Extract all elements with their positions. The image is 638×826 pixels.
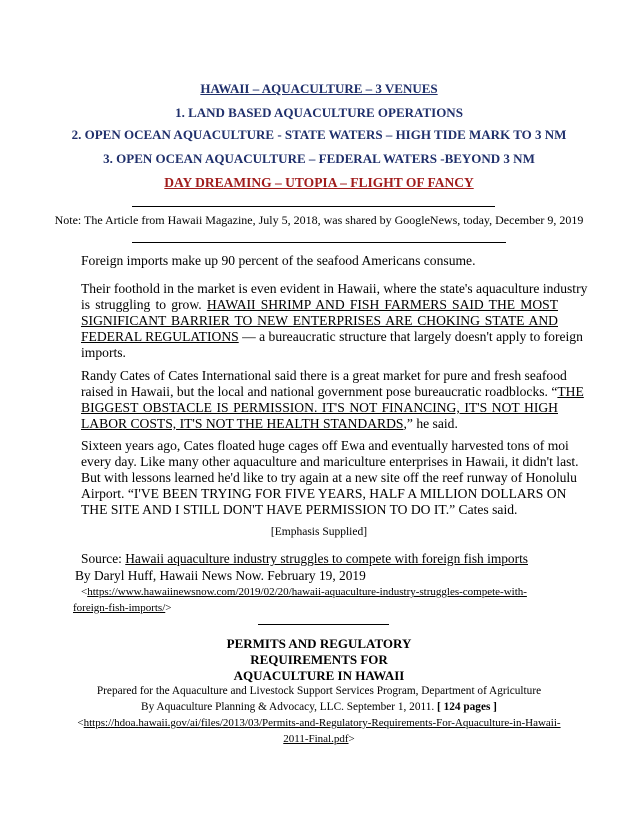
emphasis-note: [Emphasis Supplied] xyxy=(270,526,368,538)
permits-title-line-2: REQUIREMENTS FOR xyxy=(250,652,388,667)
paragraph-foothold-text: — a bureaucratic structure that largely doesn't apply to foreign xyxy=(238,328,583,344)
permits-prepared-for: Prepared for the Aquaculture and Livestock Support Services Program, Department of Agriculture xyxy=(96,685,542,697)
emphasis-underlined: HAWAII SHRIMP AND FISH FARMERS SAID THE MOST xyxy=(206,296,558,312)
source-note: Note: The Article from Hawaii Magazine, July 5, 2018, was shared by GoogleNews, today, December 9, 2019 xyxy=(54,213,584,227)
emphasis-underlined: SIGNIFICANT BARRIER TO NEW ENTERPRISES ARE CHOKING STATE AND xyxy=(81,312,558,328)
permits-url-link[interactable]: https://hdoa.hawaii.gov/ai/files/2013/03/Permits-and-Regulatory-Requirements-For-Aquaculture-in-Hawaii- xyxy=(83,717,561,729)
paragraph-cates xyxy=(81,368,584,432)
permits-page-count: [ 124 pages ] xyxy=(437,701,497,713)
source-byline: By Daryl Huff, Hawaii News Now. February 19, 2019 xyxy=(75,568,366,583)
permits-author: By Aquaculture Planning & Advocacy, LLC. September 1, 2011. xyxy=(141,701,438,713)
emphasis-underlined: BIGGEST OBSTACLE IS PERMISSION. IT'S NOT FINANCING, IT'S NOT HIGH xyxy=(81,399,558,415)
paragraph-imports xyxy=(81,253,558,269)
emphasis-underlined: THE xyxy=(557,383,584,399)
paragraph-cates-text: raised in Hawaii, but the local and national government pose bureaucratic roadblocks. “ xyxy=(81,383,558,399)
paragraph-history-line: Airport. “I'VE BEEN TRYING FOR FIVE YEARS, HALF A MILLION DOLLARS ON xyxy=(81,485,567,501)
url-bracket: < xyxy=(81,586,88,598)
note-divider xyxy=(132,242,506,243)
paragraph-foothold-line xyxy=(81,328,583,345)
venue-1-heading: 1. LAND BASED AQUACULTURE OPERATIONS xyxy=(175,105,463,120)
emphasis-underlined: LABOR COSTS, IT'S NOT THE HEALTH STANDARDS xyxy=(81,415,404,431)
paragraph-cates-line xyxy=(81,383,584,400)
permits-title-line-1: PERMITS AND REGULATORY xyxy=(226,636,412,651)
venue-2-heading: 2. OPEN OCEAN AQUACULTURE - STATE WATERS – HIGH TIDE MARK TO 3 NM xyxy=(71,127,567,142)
paragraph-history-line: THE SITE AND I STILL DON'T HAVE PERMISSION TO DO IT.” Cates said. xyxy=(81,501,518,517)
url-bracket: > xyxy=(165,602,172,614)
paragraph-cates-line: Randy Cates of Cates International said there is a great market for pure and fresh seafood xyxy=(81,368,567,383)
tagline-heading: DAY DREAMING – UTOPIA – FLIGHT OF FANCY xyxy=(164,175,474,190)
paragraph-foothold-text: is struggling to grow. xyxy=(81,296,207,312)
permits-title-line-3: AQUACULTURE IN HAWAII xyxy=(233,668,405,683)
source-url-link[interactable]: https://www.hawaiinewsnow.com/2019/02/20/hawaii-aquaculture-industry-struggles-compete-with- xyxy=(87,586,527,598)
paragraph-foothold-line: imports. xyxy=(81,344,126,360)
permits-prepared-by xyxy=(0,701,638,713)
venue-3-heading: 3. OPEN OCEAN AQUACULTURE – FEDERAL WATERS -BEYOND 3 NM xyxy=(103,151,535,166)
paragraph-history-line: But with lessons learned he'd like to try again at a new site off the reef runway of Honolulu xyxy=(81,469,577,485)
source-line xyxy=(81,551,621,567)
paragraph-history xyxy=(81,438,579,518)
paragraph-foothold-line xyxy=(81,297,558,313)
paragraph-imports-text: Foreign imports make up 90 percent of the seafood Americans consume. xyxy=(81,253,476,268)
permits-url-link-continued[interactable]: 2011-Final.pdf xyxy=(283,733,349,745)
source-label: Source: xyxy=(81,551,126,566)
paragraph-foothold xyxy=(81,281,588,361)
permits-url-line-1 xyxy=(0,717,638,729)
header-divider xyxy=(132,206,495,207)
source-url-line-1 xyxy=(81,586,621,598)
url-bracket: < xyxy=(77,717,84,729)
url-bracket: > xyxy=(348,733,355,745)
source-url-link-continued[interactable]: foreign-fish-imports/ xyxy=(73,602,166,614)
source-url-line-2 xyxy=(73,602,613,614)
source-divider xyxy=(258,624,389,625)
paragraph-cates-line xyxy=(81,416,558,432)
paragraph-history-line: every day. Like many other aquaculture and mariculture enterprises in Hawaii, it didn't last. xyxy=(81,453,579,469)
paragraph-history-line: Sixteen years ago, Cates floated huge cages off Ewa and eventually harvested tons of moi xyxy=(81,438,569,453)
paragraph-foothold-line: Their foothold in the market is even evident in Hawaii, where the state's aquaculture industry xyxy=(81,281,588,296)
document-title: HAWAII – AQUACULTURE – 3 VENUES xyxy=(200,81,438,96)
emphasis-underlined: FEDERAL REGULATIONS xyxy=(81,328,239,344)
source-article-link[interactable]: Hawaii aquaculture industry struggles to compete with foreign fish imports xyxy=(125,551,529,566)
permits-url-line-2 xyxy=(0,733,638,745)
paragraph-cates-text: ,” he said. xyxy=(403,415,458,431)
